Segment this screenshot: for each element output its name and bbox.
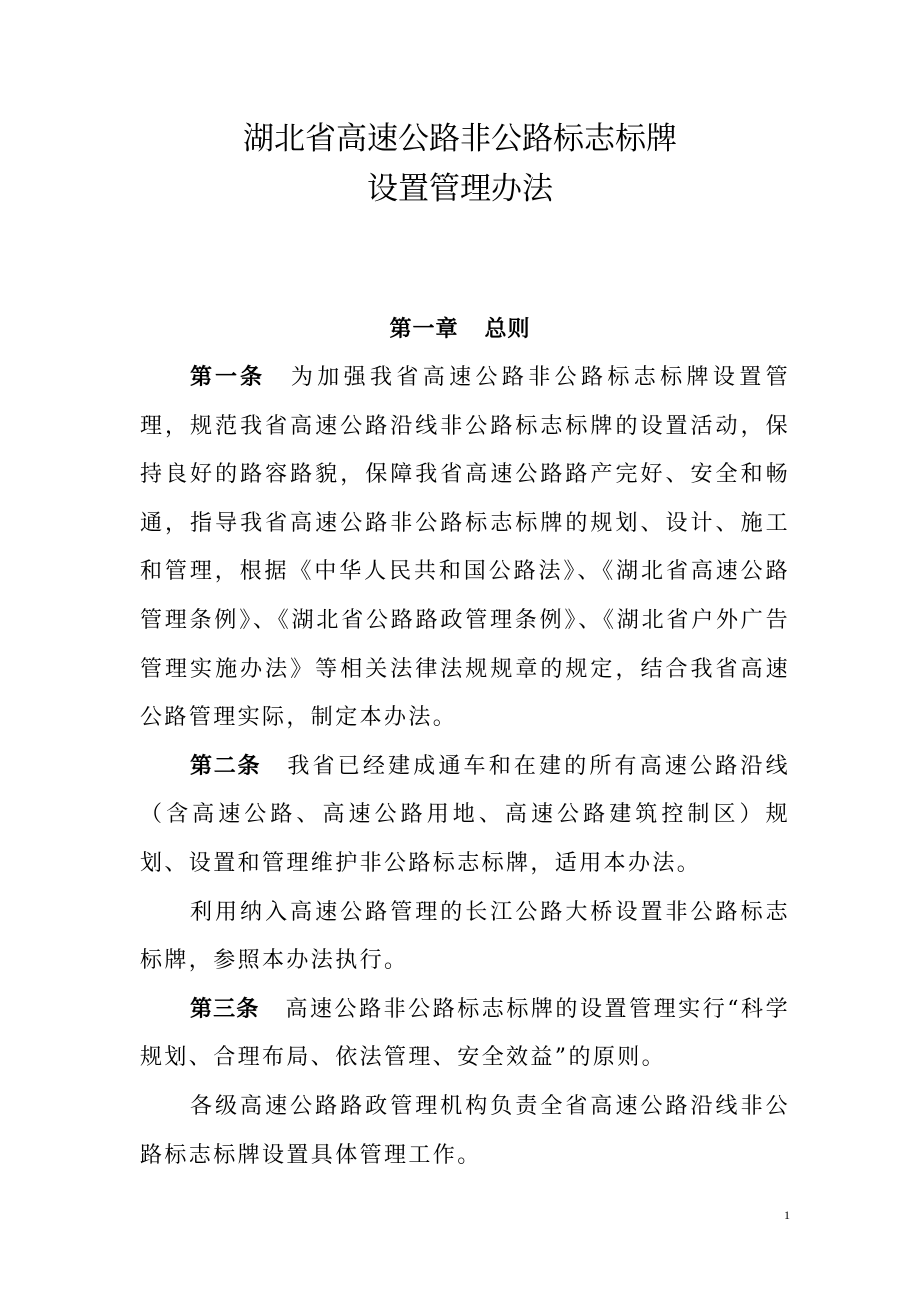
chapter-title: 总则 bbox=[484, 317, 531, 342]
article-2-subparagraph bbox=[140, 889, 790, 986]
paragraph-text: 我省已经建成通车和在建的所有高速公路沿线（含高速公路、高速公路用地、高速公路建筑控制区）规划、设置和管理维护非公路标志标牌，适用本办法。 bbox=[140, 753, 790, 876]
article-number: 第二条 bbox=[190, 753, 262, 779]
title-line-2: 设置管理办法 bbox=[367, 171, 553, 207]
article-2-paragraph bbox=[140, 743, 790, 889]
paragraph-text: 为加强我省高速公路非公路标志标牌设置管理，规范我省高速公路沿线非公路标志标牌的设置活动，保持良好的路容路貌，保障我省高速公路路产完好、安全和畅通，指导我省高速公路非公路标志标牌的规划、设计、施工和管理，根据《中华人民共和国公路法》、《湖北省高速公路管理条例》、《湖北省公路路政管理条例》、《湖北省户外广告管理实施办法》等相关法律法规规章的规定，结合我省高速公路管理实际，制定本办法。 bbox=[140, 365, 790, 731]
page-number: 1 bbox=[784, 1208, 790, 1222]
document-body bbox=[140, 354, 790, 1180]
document-title bbox=[0, 114, 920, 214]
article-3-paragraph bbox=[140, 986, 790, 1083]
chapter-heading bbox=[0, 312, 920, 348]
article-1-paragraph bbox=[140, 354, 790, 743]
title-line-1: 湖北省高速公路非公路标志标牌 bbox=[243, 121, 677, 157]
article-number: 第一条 bbox=[190, 365, 265, 390]
paragraph-text: 利用纳入高速公路管理的长江公路大桥设置非公路标志标牌，参照本办法执行。 bbox=[140, 899, 790, 974]
article-3-subparagraph bbox=[140, 1083, 790, 1180]
paragraph-text: 高速公路非公路标志标牌的设置管理实行“科学规划、合理布局、依法管理、安全效益”的原则。 bbox=[140, 996, 790, 1071]
article-number: 第三条 bbox=[190, 996, 260, 1022]
paragraph-text: 各级高速公路路政管理机构负责全省高速公路沿线非公路标志标牌设置具体管理工作。 bbox=[140, 1093, 790, 1168]
chapter-number: 第一章 bbox=[389, 317, 459, 342]
